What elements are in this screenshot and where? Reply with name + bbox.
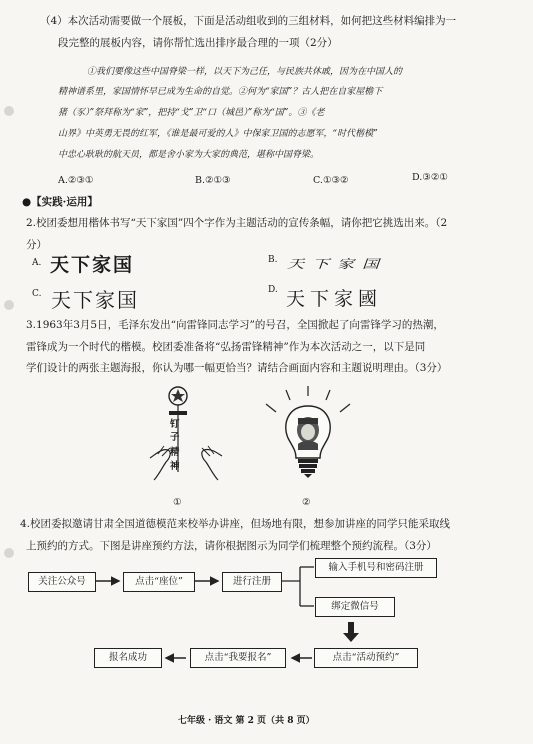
flow-step-bind-wechat: 绑定微信号 <box>315 597 395 617</box>
flow-step-sign-up-success: 报名成功 <box>94 648 162 668</box>
poster-2-lightbulb-illustration <box>258 384 358 494</box>
q4-option-b[interactable]: B.②①③ <box>195 175 231 186</box>
q2-option-b-calligraphy[interactable]: 天下家国 <box>287 257 387 272</box>
flow-step-click-seat: 点击“座位” <box>123 572 195 592</box>
q4-stem-line1: （4）本次活动需要做一个展板，下面是活动组收到的三组材料，如何把这些材料编排为一 <box>40 15 457 27</box>
poster-2-number: ② <box>302 497 311 508</box>
q2-option-letter-b: B. <box>268 255 278 265</box>
q4-option-a[interactable]: A.②③① <box>58 175 94 186</box>
q4-passage-line: 精神谱系里，家国情怀早已成为生命的自觉。②何为“家国”？古人把在自家屋檐下 <box>58 87 383 97</box>
punch-hole <box>4 300 14 310</box>
q2-stem-line2: 分） <box>26 239 47 251</box>
q2-option-d-calligraphy[interactable]: 天下家國 <box>286 288 383 310</box>
q2-option-letter-c: C. <box>32 289 42 299</box>
poster-1-char: 钉 <box>170 419 180 430</box>
q4-passage-line: 猪（豕）”祭拜称为“家”，把持“戈”卫“口（城邑）”称为“国”。③《老 <box>58 108 325 118</box>
flow-step-enter-phone-password: 输入手机号和密码注册 <box>315 558 437 578</box>
q2-option-c-calligraphy[interactable]: 天下家国 <box>51 288 139 312</box>
page-footer: 七年级 · 语文 第 2 页（共 8 页） <box>178 716 315 726</box>
section-header: ●【实践·运用】 <box>22 196 98 208</box>
flow-step-register: 进行注册 <box>222 572 282 592</box>
q4-passage-line: ①我们要像这些中国脊梁一样，以天下为己任，与民族共休戚，因为在中国人的 <box>87 67 403 77</box>
q4-option-c[interactable]: C.①③② <box>313 175 349 186</box>
punch-hole <box>4 106 14 116</box>
poster-1-illustration <box>148 384 236 494</box>
flow-step-follow-account: 关注公众号 <box>28 572 96 592</box>
q4-passage-line: 山界》中英勇无畏的红军，《谁是最可爱的人》中保家卫国的志愿军，“时代楷模” <box>58 129 378 139</box>
q2-option-letter-d: D. <box>268 285 278 295</box>
poster-1-char: 神 <box>170 461 180 472</box>
flow-step-activity-booking: 点击“活动预约” <box>314 648 418 668</box>
q2-stem-line1: 2.校团委想用楷体书写“天下家国”四个字作为主题活动的宣传条幅，请你把它挑选出来。（2 <box>26 217 448 229</box>
q3-stem-line2: 雷锋成为一个时代的楷模。校团委准备将“弘扬雷锋精神”作为本次活动之一，以下是同 <box>26 341 426 353</box>
flow-step-sign-up: 点击“我要报名” <box>190 648 286 668</box>
q4-option-d[interactable]: D.③②① <box>412 172 448 183</box>
q2-option-a-calligraphy[interactable]: 天下家国 <box>50 254 135 276</box>
q4b-stem-line1: 4.校团委拟邀请甘肃全国道德模范来校举办讲座，但场地有限，想参加讲座的同学只能采取线 <box>20 518 451 530</box>
q3-stem-line1: 3.1963年3月5日，毛泽东发出“向雷锋同志学习”的号召，全国掀起了向雷锋学习的热潮， <box>26 319 444 331</box>
q4-stem-line2: 段完整的展板内容，请你帮忙选出排序最合理的一项（2分） <box>58 37 338 49</box>
poster-1-number: ① <box>173 497 182 508</box>
q4b-stem-line2: 上预约的方式。下图是讲座预约方法，请你根据图示为同学们梳理整个预约流程。（3分） <box>26 540 437 552</box>
q3-stem-line3: 学们设计的两张主题海报，你认为哪一幅更恰当？请结合画面内容和主题说明理由。（3分） <box>26 362 448 374</box>
q4-passage-line: 中忠心耿耿的航天员，都是舍小家为大家的典范，堪称中国脊梁。 <box>58 150 320 160</box>
q2-option-letter-a: A. <box>32 258 42 268</box>
poster-1-char: 精 <box>170 447 180 458</box>
poster-1-char: 子 <box>170 432 180 443</box>
